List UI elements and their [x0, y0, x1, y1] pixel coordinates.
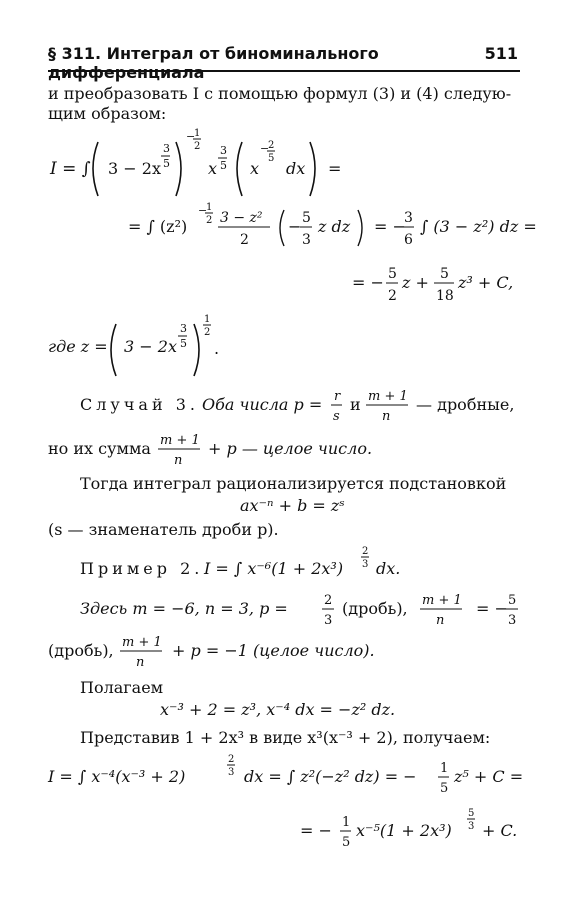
intro-line-1: и преобразовать I с помощью формул (3) и (4) следую- [48, 84, 512, 103]
example-title: Пример 2. [80, 559, 204, 578]
f6-frac-den: 5 [342, 835, 351, 850]
f2-exp-num: 1 [206, 202, 213, 213]
sum-n: n [174, 453, 183, 468]
f1-paren2-r [310, 142, 315, 196]
formula-3 [352, 260, 522, 310]
f2-c: z dz [318, 217, 351, 236]
f2-exp-den: 2 [206, 215, 213, 226]
f1-x2-minus: − [260, 142, 270, 155]
f1-outer-den: 2 [194, 141, 201, 152]
f3-b: z + [402, 273, 429, 292]
where-exp-num: 3 [180, 322, 187, 335]
where-exp-den: 5 [180, 337, 187, 350]
then-line: Тогда интеграл рационализируется подстановкой [80, 474, 507, 493]
f5-a: I = ∫ x⁻⁴(x⁻³ + 2) [48, 767, 186, 786]
here-eq: = − [476, 599, 508, 618]
f2-den: 2 [240, 232, 249, 248]
f1-lhs: I = ∫ [50, 159, 91, 179]
case3-text: Оба числа p = [202, 395, 323, 414]
f1-inner: 3 − 2x [108, 159, 161, 178]
here-prefix: Здесь m = −6, n = 3, p = [80, 599, 288, 618]
f6-exp-num: 5 [468, 808, 475, 819]
where-period: . [214, 339, 220, 358]
example-2-line [80, 542, 500, 586]
formula-1 [48, 124, 348, 204]
f1-x: x [208, 159, 218, 178]
f1-paren-l [93, 142, 98, 196]
f2-exp-minus: − [198, 204, 208, 217]
sum-suffix: + p — целое число. [208, 439, 373, 458]
f6-frac-num: 1 [342, 815, 351, 830]
f2-frac-num: 5 [302, 210, 311, 226]
f2-a: = ∫ (z²) [128, 217, 188, 236]
f1-x2: x [250, 159, 260, 178]
example-dx: dx. [376, 559, 401, 578]
fraction-prefix: (дробь), [48, 641, 114, 660]
example-integral: I = ∫ x⁻⁶(1 + 2x³) [204, 559, 344, 578]
f1-x2-num: 2 [268, 140, 275, 151]
f3-c: z³ + C, [458, 273, 514, 292]
case3-n: n [382, 409, 391, 424]
we-set: Полагаем [80, 678, 164, 697]
f1-dx: dx [286, 159, 306, 178]
f1-exp-den: 5 [163, 157, 170, 170]
representing-line: Представив 1 + 2x³ в виде x³(x⁻³ + 2), получаем: [80, 728, 491, 747]
f5-b: dx = ∫ z²(−z² dz) = − [244, 767, 417, 786]
substitution-eq: ax⁻ⁿ + b = zˢ [240, 496, 345, 515]
here-frac2-num: 5 [508, 593, 517, 608]
f1-paren2-l [237, 142, 242, 196]
f2-frac2-den: 6 [404, 232, 413, 248]
section-title: § 311. Интеграл от биноминального дифференциала [48, 44, 379, 82]
f1-exp-num: 3 [163, 142, 170, 155]
f1-outer-num: 1 [194, 128, 201, 139]
intro-line-2: щим образом: [48, 104, 167, 123]
fraction-m1: m + 1 [122, 635, 162, 650]
f3-frac2-num: 5 [440, 266, 449, 282]
example-exp-num: 2 [362, 546, 369, 557]
f3-a: = − [352, 273, 384, 292]
f2-paren-l [280, 210, 284, 246]
case3-tail: — дробные, [416, 395, 515, 414]
here-n: n [436, 613, 445, 628]
s-note: (s — знаменатель дроби p). [48, 520, 279, 539]
f1-paren-r [176, 142, 181, 196]
f5-exp-num: 2 [228, 754, 235, 765]
sum-prefix: но их сумма [48, 439, 151, 458]
case3-title: Случай 3. [80, 395, 199, 414]
where-z-prefix: где z = [48, 337, 108, 356]
here-frac-num: 2 [324, 593, 333, 608]
where-outer-num: 1 [204, 314, 211, 325]
f2-frac-den: 3 [302, 232, 311, 248]
f1-x2-den: 5 [268, 153, 275, 164]
f1-x-num: 3 [220, 144, 227, 157]
fraction-line [48, 632, 468, 676]
where-inner: 3 − 2x [124, 337, 177, 356]
f5-frac-num: 1 [440, 761, 449, 776]
formula-5 [48, 748, 524, 802]
f1-eq: = [328, 159, 342, 178]
here-m1: m + 1 [422, 593, 462, 608]
sum-m1: m + 1 [160, 433, 200, 448]
fraction-n: n [136, 655, 145, 670]
fraction-suffix: + p = −1 (целое число). [172, 641, 375, 660]
page-number: 511 [484, 44, 518, 63]
where-outer-den: 2 [204, 327, 211, 338]
f6-a: = − [300, 821, 332, 840]
f3-frac-num: 5 [388, 266, 397, 282]
f2-b: − [288, 217, 302, 236]
formula-6 [300, 806, 520, 860]
f2-num: 3 − z² [220, 210, 263, 226]
where-z [48, 312, 248, 376]
here-line [80, 590, 520, 634]
case-3-line [80, 388, 520, 432]
f6-c: + C. [482, 821, 518, 840]
here-mid: (дробь), [342, 599, 408, 618]
example-exp-den: 3 [362, 559, 369, 570]
f2-paren-r [358, 210, 362, 246]
here-frac2-den: 3 [508, 613, 517, 628]
here-frac-den: 3 [324, 613, 333, 628]
sum-line [48, 430, 448, 474]
f6-b: x⁻⁵(1 + 2x³) [356, 821, 452, 840]
f3-frac-den: 2 [388, 288, 397, 304]
f6-exp-den: 3 [468, 821, 475, 832]
where-paren-r [194, 324, 199, 376]
f5-frac-den: 5 [440, 781, 449, 796]
case3-and: и [350, 395, 361, 414]
f5-c: z⁵ + C = [454, 767, 524, 786]
formula-2 [128, 200, 537, 260]
case3-s: s [333, 409, 340, 424]
f1-outer-minus: − [186, 130, 196, 143]
f3-frac2-den: 18 [436, 288, 454, 304]
where-paren-l [111, 324, 116, 376]
f1-x-den: 5 [220, 159, 227, 172]
case3-r: r [334, 389, 341, 404]
f2-e: ∫ (3 − z²) dz = [420, 217, 537, 236]
f5-exp-den: 3 [228, 767, 235, 778]
set-equations: x⁻³ + 2 = z³, x⁻⁴ dx = −z² dz. [160, 700, 396, 719]
f2-d: = − [374, 217, 406, 236]
case3-m1: m + 1 [368, 389, 408, 404]
f2-frac2-num: 3 [404, 210, 413, 226]
page-header [48, 40, 520, 82]
